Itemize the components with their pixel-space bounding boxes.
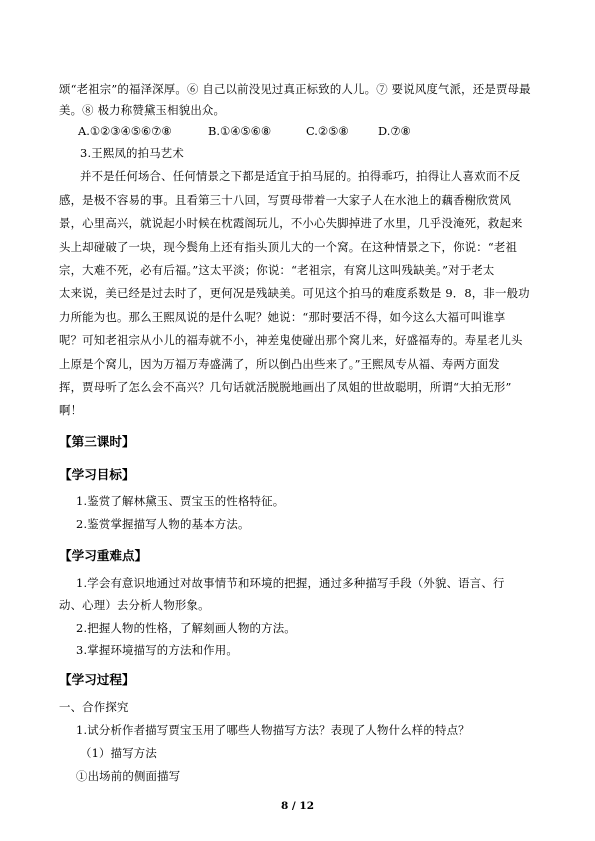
section3-title: 3.王熙凤的拍马艺术 (80, 146, 184, 160)
process-item: 一、合作探究 (59, 700, 129, 714)
goal-item: 2.鉴赏掌握描写人物的基本方法。 (76, 517, 250, 531)
goals-header: 【学习目标】 (59, 467, 135, 482)
keypoint-item: 3.掌握环境描写的方法和作用。 (76, 643, 238, 657)
process-item: （1）描写方法 (80, 746, 157, 760)
paragraph-line: 呢？可知老祖宗从小儿的福寿就不小，神差鬼使碰出那个窝儿来，好盛福寿的。寿星老儿头 (59, 333, 523, 347)
page-number: 8 / 12 (280, 800, 315, 812)
intro-line-1: 颂“老祖宗”的福泽深厚。⑥ 自己以前没见过真正标致的人儿。⑦ 要说风度气派，还是贾母最 (59, 82, 531, 96)
process-header: 【学习过程】 (59, 672, 135, 687)
process-item: ①出场前的侧面描写 (76, 769, 181, 783)
goal-item: 1.鉴赏了解林黛玉、贾宝玉的性格特征。 (76, 494, 285, 508)
intro-line-2: 美。⑧ 极力称赞黛玉相貌出众。 (59, 103, 226, 117)
paragraph-line: 太来说，美已经是过去时了，更何况是残缺美。可见这个拍马的难度系数是 9．8，非一般功 (59, 286, 530, 300)
paragraph-line: 啊！ (59, 403, 83, 417)
paragraph-line: 感，是极不容易的事。且看第三十八回，写贾母带着一大家子人在水池上的藕香榭欣赏风 (59, 193, 512, 207)
paragraph-line: 力所能为也。那么王熙凤说的是什么呢？她说：“那时要活不得，如今这么大福可叫谁享 (59, 310, 506, 324)
option-d: D.⑦⑧ (378, 124, 411, 138)
option-c: C.②⑤⑧ (306, 124, 349, 138)
option-a: A.①②③④⑤⑥⑦⑧ (78, 124, 172, 138)
keypoint-item: 1.学会有意识地通过对故事情节和环境的把握，通过多种描写手段（外貌、语言、行 (76, 576, 505, 590)
paragraph-line: 挥，贾母听了怎么会不高兴？几句话就活脱脱地画出了凤姐的世故聪明，所谓“大拍无形” (59, 380, 512, 394)
paragraph-line: 上原是个窝儿，因为万福万寿盛满了，所以倒凸出些来了。”王熙凤专从福、寿两方面发 (59, 357, 500, 371)
lesson-header: 【第三课时】 (59, 434, 135, 449)
keypoint-item: 2.把握人物的性格，了解刻画人物的方法。 (76, 621, 296, 635)
process-item: 1.试分析作者描写贾宝玉用了哪些人物描写方法？表现了人物什么样的特点？ (76, 723, 470, 737)
keypoint-item: 动、心理）去分析人物形象。 (59, 598, 210, 612)
paragraph-line: 头上却碰破了一块，现今鬓角上还有指头顶儿大的一个窝。在这种情景之下，你说：“老祖 (59, 240, 518, 254)
paragraph-line: 并不是任何场合、任何情景之下都是适宜于拍马屁的。拍得乖巧，拍得让人喜欢而不反 (80, 169, 521, 183)
option-b: B.①④⑤⑥⑧ (208, 124, 272, 138)
keypoints-header: 【学习重难点】 (59, 548, 148, 563)
paragraph-line: 宗，大难不死，必有后福。”这太平淡；你说：“老祖宗，有窝儿这叫残缺美。”对于老太 (59, 263, 495, 277)
paragraph-line: 景，心里高兴，就说起小时候在枕霞阁玩儿，不小心失脚掉进了水里，几乎没淹死，救起来 (59, 216, 523, 230)
